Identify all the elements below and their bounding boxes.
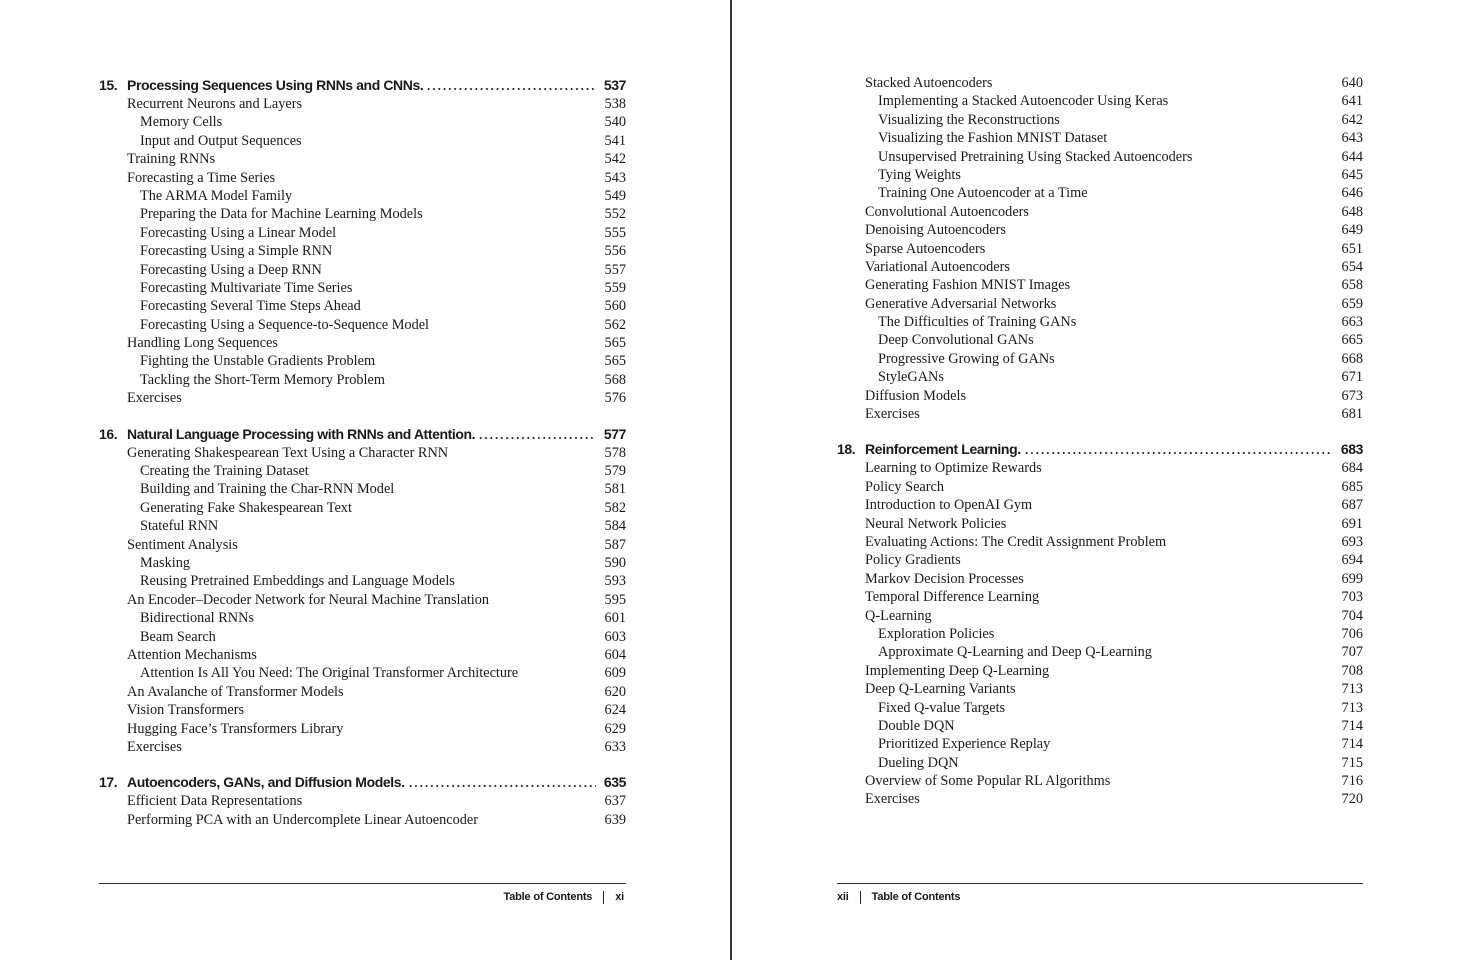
toc-subsection-entry[interactable] (837, 368, 1363, 386)
entry-title: Visualizing the Fashion MNIST Dataset (878, 130, 1108, 147)
toc-subsection-entry[interactable] (99, 279, 626, 297)
entry-title: Vision Transformers (127, 702, 245, 719)
entry-title: Visualizing the Reconstructions (878, 111, 1060, 128)
footer-separator (860, 891, 861, 904)
entry-page-number: 685 (1341, 478, 1363, 495)
entry-title: Deep Q-Learning Variants (865, 681, 1016, 698)
entry-page-number: 707 (1341, 644, 1363, 661)
toc-section-entry[interactable] (837, 203, 1363, 221)
entry-title: Q-Learning (865, 607, 932, 624)
toc-chapter-heading[interactable] (99, 76, 626, 95)
entry-title: StyleGANs (878, 369, 944, 386)
toc-section-entry[interactable] (99, 811, 626, 829)
toc-section-entry[interactable] (99, 444, 626, 462)
entry-title: Handling Long Sequences (127, 335, 278, 352)
entry-page-number: 714 (1341, 736, 1363, 753)
toc-subsection-entry[interactable] (99, 352, 626, 370)
entry-title: Variational Autoencoders (865, 258, 1010, 275)
entry-page-number: 715 (1341, 754, 1363, 771)
entry-page-number: 644 (1341, 148, 1363, 165)
entry-title: Training One Autoencoder at a Time (878, 185, 1088, 202)
entry-title: Performing PCA with an Undercomplete Linear Autoencoder (127, 811, 478, 828)
entry-title: Forecasting Using a Simple RNN (140, 243, 333, 260)
entry-title: Exploration Policies (878, 625, 995, 642)
entry-page-number: 659 (1341, 295, 1363, 312)
toc-subsection-entry[interactable] (99, 480, 626, 498)
entry-page-number: 595 (604, 591, 626, 608)
toc-subsection-entry[interactable] (99, 187, 626, 205)
entry-page-number: 687 (1341, 497, 1363, 514)
entry-title: Attention Mechanisms (127, 646, 257, 663)
entry-page-number: 593 (604, 573, 626, 590)
toc-subsection-entry[interactable] (99, 628, 626, 646)
entry-title: Progressive Growing of GANs (878, 350, 1055, 367)
toc-section-entry[interactable] (837, 515, 1363, 533)
entry-page-number: 601 (604, 610, 626, 627)
toc-section-entry[interactable] (99, 150, 626, 168)
toc-subsection-entry[interactable] (99, 261, 626, 279)
entry-page-number: 543 (604, 169, 626, 186)
entry-page-number: 637 (604, 793, 626, 810)
dot-leader (408, 785, 596, 787)
chapter-number: 15. (99, 77, 118, 93)
toc-subsection-entry[interactable] (837, 92, 1363, 110)
toc-subsection-entry[interactable] (99, 242, 626, 260)
entry-title: Temporal Difference Learning (865, 589, 1040, 606)
entry-title: Implementing Deep Q-Learning (865, 662, 1050, 679)
entry-title: Memory Cells (140, 114, 223, 131)
entry-title: Fixed Q-value Targets (878, 699, 1006, 716)
toc-subsection-entry[interactable] (837, 166, 1363, 184)
toc-subsection-entry[interactable] (99, 664, 626, 682)
entry-page-number: 562 (604, 316, 626, 333)
toc-section-entry[interactable] (837, 588, 1363, 606)
running-footer (837, 889, 960, 905)
entry-page-number: 646 (1341, 185, 1363, 202)
entry-page-number: 640 (1341, 75, 1363, 91)
entry-title: Forecasting a Time Series (127, 169, 276, 186)
entry-title: Building and Training the Char-RNN Model (140, 481, 395, 498)
toc-section-entry[interactable] (837, 276, 1363, 294)
entry-title: Input and Output Sequences (140, 132, 302, 149)
toc-subsection-entry[interactable] (837, 625, 1363, 643)
chapter-title: Natural Language Processing with RNNs and Attention. (127, 425, 476, 442)
toc-section-entry[interactable] (837, 387, 1363, 405)
entry-page-number: 565 (604, 335, 626, 352)
toc-subsection-entry[interactable] (837, 313, 1363, 331)
toc-subsection-entry[interactable] (837, 350, 1363, 368)
footer-rule (837, 883, 1363, 884)
toc-section-entry[interactable] (837, 240, 1363, 258)
entry-page-number: 708 (1341, 662, 1363, 679)
toc-subsection-entry[interactable] (99, 499, 626, 517)
chapter-title: Reinforcement Learning. (865, 441, 1021, 458)
dot-leader (426, 88, 596, 90)
chapter-page-number: 577 (603, 425, 626, 442)
toc-section-entry[interactable] (837, 607, 1363, 625)
toc-section-entry[interactable] (99, 334, 626, 352)
entry-title: Training RNNs (127, 151, 216, 168)
entry-page-number: 579 (604, 463, 626, 480)
entry-title: Masking (140, 554, 191, 571)
toc-subsection-entry[interactable] (99, 462, 626, 480)
toc-chapter-heading[interactable] (99, 425, 626, 444)
entry-title: Dueling DQN (878, 754, 959, 771)
entry-title: Denoising Autoencoders (865, 222, 1006, 239)
entry-title: Generative Adversarial Networks (865, 295, 1057, 312)
toc-section-entry[interactable] (837, 258, 1363, 276)
toc-section-entry[interactable] (837, 459, 1363, 477)
entry-title: Forecasting Using a Sequence-to-Sequence Model (140, 316, 430, 333)
toc-section-entry[interactable] (837, 551, 1363, 569)
entry-title: Bidirectional RNNs (140, 610, 254, 627)
entry-page-number: 704 (1341, 607, 1363, 624)
entry-title: Hugging Face’s Transformers Library (127, 720, 344, 737)
entry-title: Tackling the Short-Term Memory Problem (140, 371, 385, 388)
entry-page-number: 540 (604, 114, 626, 131)
toc-section-entry[interactable] (837, 570, 1363, 588)
entry-page-number: 587 (604, 536, 626, 553)
entry-title: Creating the Training Dataset (140, 463, 309, 480)
toc-subsection-entry[interactable] (837, 717, 1363, 735)
toc-subsection-entry[interactable] (837, 699, 1363, 717)
entry-page-number: 713 (1341, 681, 1363, 698)
entry-title: An Encoder–Decoder Network for Neural Machine Translation (127, 591, 490, 608)
toc-section-entry[interactable] (99, 720, 626, 738)
toc-subsection-entry[interactable] (837, 754, 1363, 772)
right-page (732, 0, 1464, 960)
entry-title: Policy Search (865, 478, 945, 495)
entry-title: Attention Is All You Need: The Original Transformer Architecture (140, 665, 519, 682)
dot-leader (1024, 452, 1333, 454)
entry-title: Implementing a Stacked Autoencoder Using Keras (878, 93, 1169, 110)
toc-section-entry[interactable] (99, 738, 626, 756)
toc-subsection-entry[interactable] (837, 111, 1363, 129)
toc-subsection-entry[interactable] (99, 554, 626, 572)
entry-title: Overview of Some Popular RL Algorithms (865, 773, 1111, 790)
toc-subsection-entry[interactable] (837, 643, 1363, 661)
entry-title: Fighting the Unstable Gradients Problem (140, 353, 376, 370)
entry-title: Generating Shakespearean Text Using a Character RNN (127, 444, 449, 461)
entry-title: Reusing Pretrained Embeddings and Language Models (140, 573, 455, 590)
entry-page-number: 565 (604, 353, 626, 370)
chapter-number: 16. (99, 425, 118, 442)
entry-title: Approximate Q-Learning and Deep Q-Learning (878, 644, 1152, 661)
chapter-page-number: 635 (603, 774, 626, 791)
footer-label: Table of Contents (503, 891, 593, 903)
entry-page-number: 699 (1341, 570, 1363, 587)
entry-title: Stateful RNN (140, 518, 219, 535)
entry-page-number: 556 (604, 243, 626, 260)
entry-title: Forecasting Using a Linear Model (140, 224, 337, 241)
entry-page-number: 714 (1341, 717, 1363, 734)
chapter-number: 18. (837, 441, 856, 458)
running-footer (504, 889, 624, 905)
toc-section-entry[interactable] (99, 536, 626, 554)
entry-title: Exercises (127, 738, 182, 755)
entry-title: Efficient Data Representations (127, 793, 303, 810)
toc-subsection-entry[interactable] (837, 184, 1363, 202)
entry-page-number: 658 (1341, 277, 1363, 294)
entry-title: Exercises (865, 791, 920, 808)
toc-section-entry[interactable] (837, 221, 1363, 239)
entry-title: Convolutional Autoencoders (865, 203, 1029, 220)
entry-page-number: 642 (1341, 111, 1363, 128)
entry-page-number: 541 (604, 132, 626, 149)
entry-page-number: 663 (1341, 314, 1363, 331)
toc-section-entry[interactable] (837, 533, 1363, 551)
entry-title: Double DQN (878, 717, 955, 734)
toc-chapter-heading[interactable] (99, 773, 626, 792)
toc-section-entry[interactable] (99, 646, 626, 664)
toc-subsection-entry[interactable] (837, 129, 1363, 147)
toc-subsection-entry[interactable] (99, 316, 626, 334)
entry-title: Prioritized Experience Replay (878, 736, 1051, 753)
toc-section-entry[interactable] (99, 591, 626, 609)
entry-title: Unsupervised Pretraining Using Stacked Autoencoders (878, 148, 1193, 165)
toc-subsection-entry[interactable] (99, 132, 626, 150)
entry-title: Generating Fashion MNIST Images (865, 277, 1071, 294)
entry-page-number: 576 (604, 390, 626, 407)
toc-subsection-entry[interactable] (99, 224, 626, 242)
toc-subsection-entry[interactable] (837, 148, 1363, 166)
toc-subsection-entry[interactable] (99, 371, 626, 389)
toc-subsection-entry[interactable] (837, 331, 1363, 349)
toc-section-entry[interactable] (837, 74, 1363, 92)
toc-list (837, 74, 1363, 809)
entry-page-number: 549 (604, 187, 626, 204)
toc-section-entry[interactable] (837, 405, 1363, 423)
entry-title: The Difficulties of Training GANs (878, 314, 1077, 331)
entry-page-number: 609 (604, 665, 626, 682)
toc-section-entry[interactable] (99, 683, 626, 701)
toc-chapter-heading[interactable] (837, 440, 1363, 459)
toc-subsection-entry[interactable] (99, 113, 626, 131)
entry-page-number: 620 (604, 683, 626, 700)
chapter-title: Processing Sequences Using RNNs and CNNs. (127, 77, 424, 93)
entry-title: Sparse Autoencoders (865, 240, 986, 257)
toc-list (99, 74, 626, 829)
entry-title: Diffusion Models (865, 387, 967, 404)
entry-page-number: 624 (604, 702, 626, 719)
entry-title: Exercises (865, 406, 920, 423)
toc-section-entry[interactable] (99, 169, 626, 187)
entry-title: Preparing the Data for Machine Learning Models (140, 206, 423, 223)
entry-page-number: 604 (604, 646, 626, 663)
entry-page-number: 559 (604, 279, 626, 296)
entry-page-number: 694 (1341, 552, 1363, 569)
chapter-page-number: 537 (603, 77, 626, 93)
entry-page-number: 542 (604, 151, 626, 168)
entry-title: Deep Convolutional GANs (878, 332, 1034, 349)
toc-section-entry[interactable] (99, 701, 626, 719)
chapter-page-number: 683 (1340, 441, 1363, 458)
entry-page-number: 538 (604, 96, 626, 112)
entry-page-number: 693 (1341, 533, 1363, 550)
entry-title: An Avalanche of Transformer Models (127, 683, 344, 700)
entry-title: Forecasting Multivariate Time Series (140, 279, 353, 296)
entry-page-number: 590 (604, 554, 626, 571)
entry-page-number: 641 (1341, 93, 1363, 110)
entry-page-number: 654 (1341, 258, 1363, 275)
entry-page-number: 703 (1341, 589, 1363, 606)
entry-page-number: 643 (1341, 130, 1363, 147)
entry-page-number: 582 (604, 499, 626, 516)
entry-title: Sentiment Analysis (127, 536, 238, 553)
entry-page-number: 557 (604, 261, 626, 278)
entry-title: Neural Network Policies (865, 515, 1007, 532)
entry-page-number: 633 (604, 738, 626, 755)
toc-subsection-entry[interactable] (99, 205, 626, 223)
chapter-title: Autoencoders, GANs, and Diffusion Models. (127, 774, 405, 791)
entry-title: Introduction to OpenAI Gym (865, 497, 1033, 514)
entry-page-number: 578 (604, 444, 626, 461)
entry-page-number: 720 (1341, 791, 1363, 808)
entry-page-number: 648 (1341, 203, 1363, 220)
entry-page-number: 651 (1341, 240, 1363, 257)
chapter-number: 17. (99, 774, 118, 791)
entry-page-number: 629 (604, 720, 626, 737)
footer-separator (603, 891, 604, 904)
entry-title: Policy Gradients (865, 552, 961, 569)
entry-page-number: 649 (1341, 222, 1363, 239)
entry-title: Generating Fake Shakespearean Text (140, 499, 352, 516)
toc-section-entry[interactable] (837, 295, 1363, 313)
entry-page-number: 555 (604, 224, 626, 241)
entry-page-number: 552 (604, 206, 626, 223)
entry-page-number: 581 (604, 481, 626, 498)
footer-page-number: xii (837, 891, 849, 903)
toc-subsection-entry[interactable] (99, 609, 626, 627)
toc-subsection-entry[interactable] (837, 735, 1363, 753)
entry-page-number: 716 (1341, 773, 1363, 790)
entry-page-number: 673 (1341, 387, 1363, 404)
entry-page-number: 684 (1341, 460, 1363, 477)
entry-title: Forecasting Using a Deep RNN (140, 261, 322, 278)
footer-label: Table of Contents (871, 891, 961, 903)
toc-section-entry[interactable] (99, 792, 626, 810)
entry-title: Beam Search (140, 628, 216, 645)
entry-page-number: 681 (1341, 406, 1363, 423)
entry-page-number: 691 (1341, 515, 1363, 532)
entry-page-number: 706 (1341, 625, 1363, 642)
left-page (0, 0, 730, 960)
toc-subsection-entry[interactable] (99, 517, 626, 535)
dot-leader (478, 437, 596, 439)
toc-subsection-entry[interactable] (99, 297, 626, 315)
entry-page-number: 671 (1341, 369, 1363, 386)
toc-section-entry[interactable] (837, 772, 1363, 790)
footer-page-number: xi (615, 891, 624, 903)
entry-title: Learning to Optimize Rewards (865, 460, 1042, 477)
toc-section-entry[interactable] (837, 496, 1363, 514)
entry-title: Stacked Autoencoders (865, 75, 993, 91)
toc-subsection-entry[interactable] (99, 572, 626, 590)
entry-page-number: 665 (1341, 332, 1363, 349)
entry-title: Recurrent Neurons and Layers (127, 96, 303, 112)
entry-page-number: 603 (604, 628, 626, 645)
entry-page-number: 560 (604, 298, 626, 315)
entry-page-number: 645 (1341, 166, 1363, 183)
toc-section-entry[interactable] (837, 662, 1363, 680)
toc-section-entry[interactable] (837, 478, 1363, 496)
entry-title: Exercises (127, 390, 182, 407)
toc-section-entry[interactable] (837, 680, 1363, 698)
entry-title: The ARMA Model Family (140, 187, 293, 204)
entry-page-number: 584 (604, 518, 626, 535)
entry-title: Evaluating Actions: The Credit Assignment Problem (865, 533, 1167, 550)
toc-section-entry[interactable] (837, 790, 1363, 808)
entry-page-number: 639 (604, 811, 626, 828)
entry-title: Markov Decision Processes (865, 570, 1024, 587)
footer-rule (99, 883, 626, 884)
entry-page-number: 713 (1341, 699, 1363, 716)
entry-title: Tying Weights (878, 166, 961, 183)
toc-section-entry[interactable] (99, 95, 626, 113)
entry-page-number: 668 (1341, 350, 1363, 367)
toc-section-entry[interactable] (99, 389, 626, 407)
entry-page-number: 568 (604, 371, 626, 388)
entry-title: Forecasting Several Time Steps Ahead (140, 298, 361, 315)
